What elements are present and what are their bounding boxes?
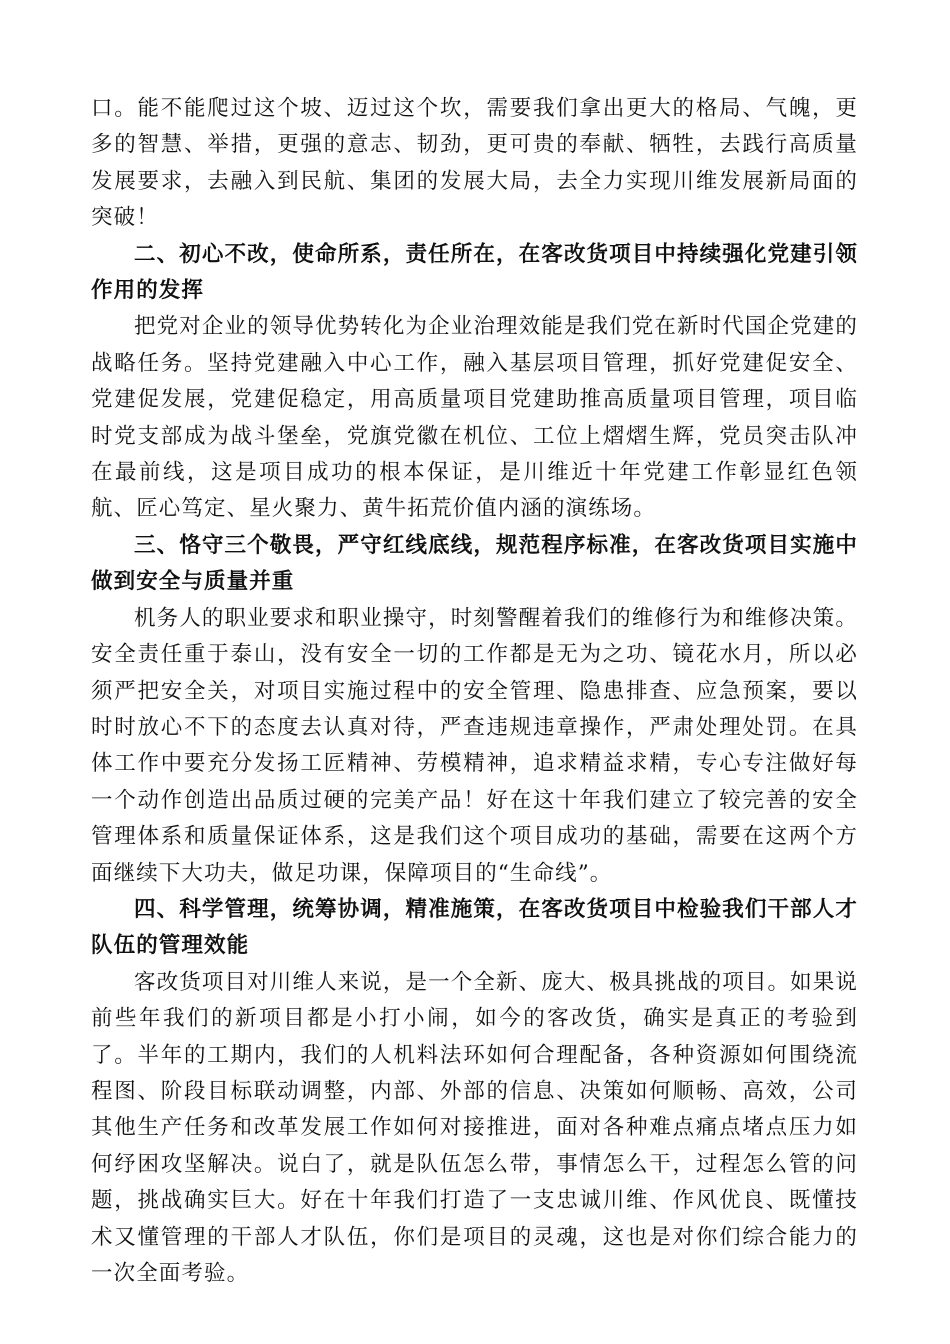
body-paragraph-management: 客改货项目对川维人来说，是一个全新、庞大、极具挑战的项目。如果说前些年我们的新项目都是小打小闹，如今的客改货，确实是真正的考验到了。半年的工期内，我们的人机料法环如何合理配备，各种资源如何围绕流程图、阶段目标联动调整，内部、外部的信息、决策如何顺畅、高效，公司其他生产任务和改革发展工作如何对接推进，面对各种难点痛点堵点压力如何纾困攻坚解决。说白了，就是队伍怎么带，事情怎么干，过程怎么管的问题，挑战确实巨大。好在十年我们打造了一支忠诚川维、作风优良、既懂技术又懂管理的干部人才队伍，你们是项目的灵魂，这也是对你们综合能力的一次全面考验。 <box>91 969 858 1286</box>
document-page <box>91 91 858 1292</box>
section-heading-3: 三、恪守三个敬畏，严守红线底线，规范程序标准，在客改货项目实施中做到安全与质量并重 <box>91 532 858 595</box>
body-paragraph-party-building: 把党对企业的领导优势转化为企业治理效能是我们党在新时代国企党建的战略任务。坚持党建融入中心工作，融入基层项目管理，抓好党建促安全、党建促发展，党建促稳定，用高质量项目党建助推高质量项目管理，项目临时党支部成为战斗堡垒，党旗党徽在机位、工位上熠熠生辉，党员突击队冲在最前线，这是项目成功的根本保证，是川维近十年党建工作彰显红色领航、匠心笃定、星火聚力、黄牛拓荒价值内涵的演练场。 <box>91 314 858 522</box>
section-heading-4: 四、科学管理，统筹协调，精准施策，在客改货项目中检验我们干部人才队伍的管理效能 <box>91 896 858 959</box>
section-heading-2: 二、初心不改，使命所系，责任所在，在客改货项目中持续强化党建引领作用的发挥 <box>91 241 858 304</box>
body-paragraph-safety-quality: 机务人的职业要求和职业操守，时刻警醒着我们的维修行为和维修决策。安全责任重于泰山，没有安全一切的工作都是无为之功、镜花水月，所以必须严把安全关，对项目实施过程中的安全管理、隐患排查、应急预案，要以时时放心不下的态度去认真对待，严查违规违章操作，严肃处理处罚。在具体工作中要充分发扬工匠精神、劳模精神，追求精益求精，专心专注做好每一个动作创造出品质过硬的完美产品！好在这十年我们建立了较完善的安全管理体系和质量保证体系，这是我们这个项目成功的基础，需要在这两个方面继续下大功夫，做足功课，保障项目的“生命线”。 <box>91 605 858 886</box>
body-paragraph-continued: 口。能不能爬过这个坡、迈过这个坎，需要我们拿出更大的格局、气魄，更多的智慧、举措，更强的意志、韧劲，更可贵的奉献、牺牲，去践行高质量发展要求，去融入到民航、集团的发展大局，去全力实现川维发展新局面的突破！ <box>91 96 858 231</box>
